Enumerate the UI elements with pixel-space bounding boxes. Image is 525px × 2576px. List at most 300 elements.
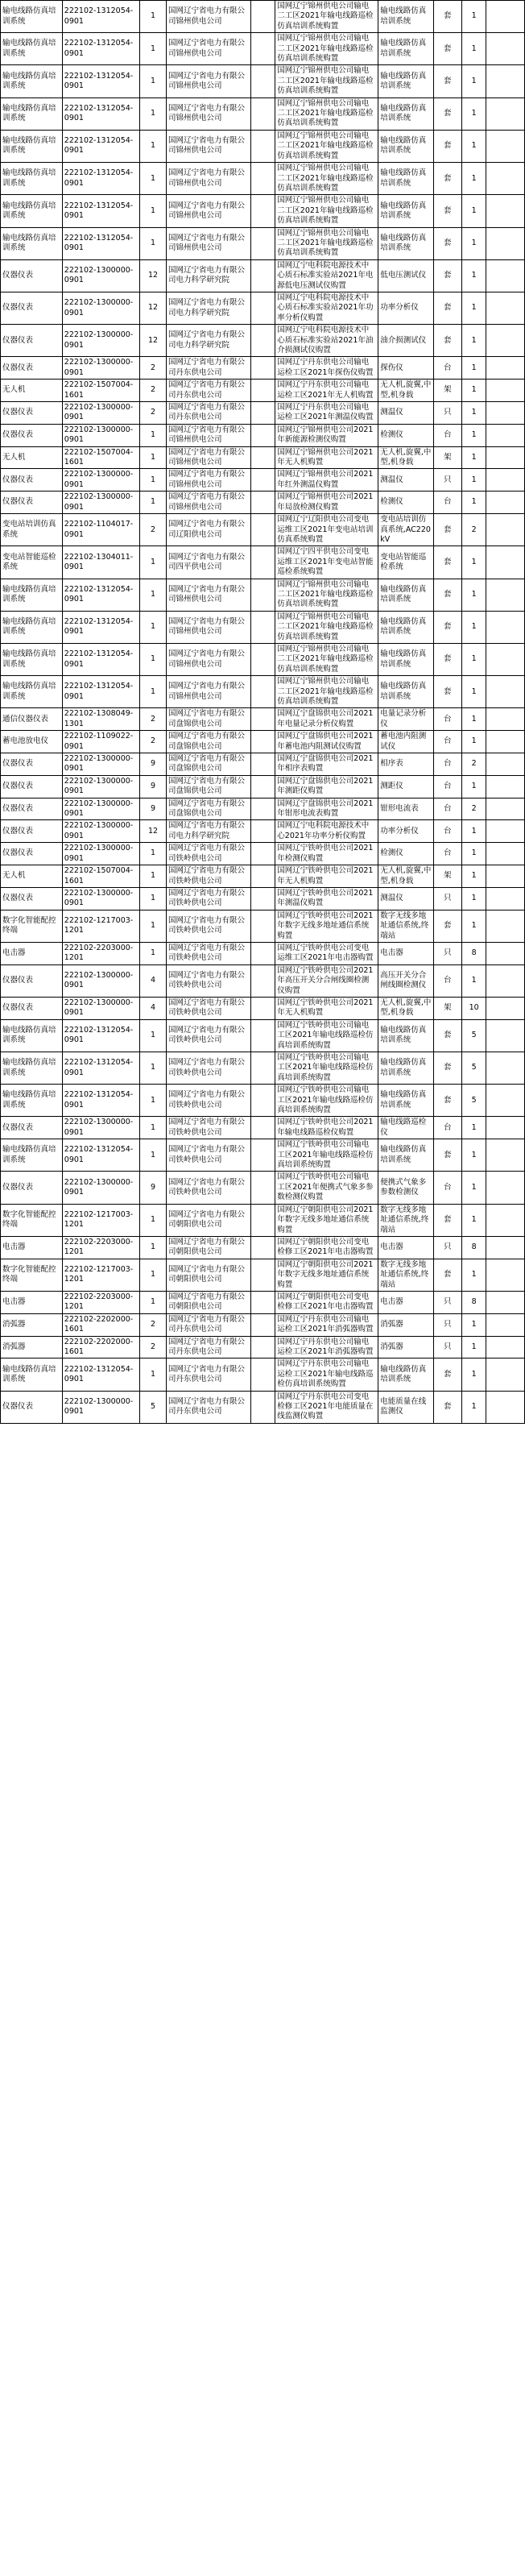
unit-cell: 套 — [433, 514, 461, 546]
extra-cell — [486, 611, 525, 643]
unit-cell: 台 — [433, 708, 461, 731]
batch-number-cell: 1 — [140, 424, 167, 446]
material-code-cell: 222102-1300000-0901 — [62, 753, 139, 776]
table-row — [1, 1139, 525, 1172]
buyer-unit-cell: 国网辽宁省电力有限公司铁岭供电公司 — [167, 964, 251, 997]
project-name-cell: 国网辽宁锦州供电公司输电二工区2021年输电线路巡检仿真培训系统购置 — [275, 130, 378, 162]
project-name-cell: 国网辽宁丹东供电公司输电运检工区2021年消弧器购置 — [275, 1313, 378, 1336]
sub-number-cell — [250, 843, 275, 865]
sub-number-cell — [250, 446, 275, 469]
quantity-cell: 8 — [461, 1236, 486, 1259]
goods-description-cell: 无人机,旋翼,中型,机身载 — [378, 865, 433, 888]
project-name-cell: 国网辽宁电科院电源技术中心2021年功率分析仪购置 — [275, 820, 378, 843]
item-name-cell: 仪器仪表 — [1, 402, 63, 425]
quantity-cell: 1 — [461, 1391, 486, 1423]
goods-description-cell: 输电线路仿真培训系统 — [378, 1085, 433, 1117]
project-name-cell: 国网辽宁丹东供电公司输电运检工区2021年无人机购置 — [275, 380, 378, 402]
quantity-cell: 1 — [461, 820, 486, 843]
item-name-cell: 数字化智能配控终端 — [1, 1204, 63, 1236]
item-name-cell: 无人机 — [1, 446, 63, 469]
table-row — [1, 887, 525, 910]
sub-number-cell — [250, 643, 275, 675]
material-code-cell: 222102-1312054-0901 — [62, 65, 139, 97]
extra-cell — [486, 163, 525, 195]
buyer-unit-cell: 国网辽宁省电力有限公司丹东供电公司 — [167, 357, 251, 380]
extra-cell — [486, 1, 525, 33]
material-code-cell: 222102-2202000-1601 — [62, 1336, 139, 1359]
item-name-cell: 仪器仪表 — [1, 1172, 63, 1204]
extra-cell — [486, 731, 525, 753]
sub-number-cell — [250, 731, 275, 753]
buyer-unit-cell: 国网辽宁省电力有限公司锦州供电公司 — [167, 130, 251, 162]
sub-number-cell — [250, 865, 275, 888]
unit-cell: 套 — [433, 1359, 461, 1391]
batch-number-cell: 5 — [140, 1391, 167, 1423]
goods-description-cell: 输电线路仿真培训系统 — [378, 1139, 433, 1172]
extra-cell — [486, 1172, 525, 1204]
goods-description-cell: 检测仪 — [378, 492, 433, 514]
material-code-cell: 222102-1300000-0901 — [62, 1391, 139, 1423]
item-name-cell: 电击器 — [1, 1291, 63, 1313]
quantity-cell: 5 — [461, 1052, 486, 1085]
batch-number-cell: 1 — [140, 1236, 167, 1259]
buyer-unit-cell: 国网辽宁省电力有限公司铁岭供电公司 — [167, 865, 251, 888]
sub-number-cell — [250, 380, 275, 402]
buyer-unit-cell: 国网辽宁省电力有限公司锦州供电公司 — [167, 97, 251, 130]
table-row — [1, 357, 525, 380]
item-name-cell: 仪器仪表 — [1, 887, 63, 910]
batch-number-cell: 1 — [140, 546, 167, 579]
batch-number-cell: 1 — [140, 1019, 167, 1052]
extra-cell — [486, 97, 525, 130]
material-code-cell: 222102-1300000-0901 — [62, 887, 139, 910]
sub-number-cell — [250, 97, 275, 130]
buyer-unit-cell: 国网辽宁省电力有限公司锦州供电公司 — [167, 469, 251, 492]
unit-cell: 台 — [433, 1117, 461, 1139]
sub-number-cell — [250, 514, 275, 546]
item-name-cell: 输电线路仿真培训系统 — [1, 611, 63, 643]
project-name-cell: 国网辽宁铁岭供电公司2021年无人机购置 — [275, 997, 378, 1019]
table-row — [1, 1, 525, 33]
sub-number-cell — [250, 708, 275, 731]
quantity-cell: 1 — [461, 1139, 486, 1172]
sub-number-cell — [250, 1291, 275, 1313]
batch-number-cell: 4 — [140, 964, 167, 997]
batch-number-cell: 9 — [140, 775, 167, 798]
quantity-cell: 1 — [461, 130, 486, 162]
goods-description-cell: 电击器 — [378, 1236, 433, 1259]
sub-number-cell — [250, 1, 275, 33]
batch-number-cell: 1 — [140, 910, 167, 942]
batch-number-cell: 1 — [140, 65, 167, 97]
item-name-cell: 输电线路仿真培训系统 — [1, 97, 63, 130]
sub-number-cell — [250, 546, 275, 579]
sub-number-cell — [250, 1204, 275, 1236]
table-row — [1, 469, 525, 492]
goods-description-cell: 输电线路仿真培训系统 — [378, 676, 433, 708]
table-row — [1, 708, 525, 731]
item-name-cell: 电击器 — [1, 1236, 63, 1259]
item-name-cell: 输电线路仿真培训系统 — [1, 676, 63, 708]
project-name-cell: 国网辽宁锦州供电公司2021年红外测温仪购置 — [275, 469, 378, 492]
batch-number-cell: 1 — [140, 130, 167, 162]
quantity-cell: 1 — [461, 357, 486, 380]
batch-number-cell: 9 — [140, 1172, 167, 1204]
project-name-cell: 国网辽宁朝阳供电公司变电检修工区2021年电击器购置 — [275, 1236, 378, 1259]
goods-description-cell: 输电线路仿真培训系统 — [378, 611, 433, 643]
material-code-cell: 222102-1300000-0901 — [62, 424, 139, 446]
table-row — [1, 163, 525, 195]
goods-description-cell: 数字无线多地址通信系统,终端站 — [378, 1204, 433, 1236]
sub-number-cell — [250, 292, 275, 324]
buyer-unit-cell: 国网辽宁省电力有限公司盘锦供电公司 — [167, 731, 251, 753]
extra-cell — [486, 1313, 525, 1336]
table-row — [1, 910, 525, 942]
project-name-cell: 国网辽宁铁岭供电公司2021年数字无线多地址通信系统购置 — [275, 910, 378, 942]
goods-description-cell: 电击器 — [378, 942, 433, 964]
material-code-cell: 222102-1312054-0901 — [62, 1085, 139, 1117]
batch-number-cell: 1 — [140, 163, 167, 195]
table-row — [1, 997, 525, 1019]
sub-number-cell — [250, 325, 275, 357]
material-code-cell: 222102-1300000-0901 — [62, 964, 139, 997]
batch-number-cell: 2 — [140, 402, 167, 425]
table-row — [1, 424, 525, 446]
material-code-cell: 222102-1300000-0901 — [62, 775, 139, 798]
quantity-cell: 2 — [461, 753, 486, 776]
table-row — [1, 1117, 525, 1139]
project-name-cell: 国网辽宁铁岭供电公司输电工区2021年便携式气象多参数检测仪购置 — [275, 1172, 378, 1204]
project-name-cell: 国网辽宁锦州供电公司输电二工区2021年输电线路巡检仿真培训系统购置 — [275, 579, 378, 611]
goods-description-cell: 低电压测试仪 — [378, 259, 433, 292]
sub-number-cell — [250, 1139, 275, 1172]
project-name-cell: 国网辽宁锦州供电公司输电二工区2021年输电线路巡检仿真培训系统购置 — [275, 643, 378, 675]
extra-cell — [486, 130, 525, 162]
table-row — [1, 227, 525, 259]
goods-description-cell: 变电站智能巡检系统 — [378, 546, 433, 579]
quantity-cell: 1 — [461, 843, 486, 865]
batch-number-cell: 12 — [140, 292, 167, 324]
unit-cell: 台 — [433, 753, 461, 776]
item-name-cell: 输电线路仿真培训系统 — [1, 227, 63, 259]
table-row — [1, 942, 525, 964]
quantity-cell: 1 — [461, 775, 486, 798]
project-name-cell: 国网辽宁丹东供电公司变电检修工区2021年电能质量在线监测仪购置 — [275, 1391, 378, 1423]
material-code-cell: 222102-1304011-0901 — [62, 546, 139, 579]
buyer-unit-cell: 国网辽宁省电力有限公司铁岭供电公司 — [167, 1172, 251, 1204]
goods-description-cell: 输电线路仿真培训系统 — [378, 195, 433, 227]
unit-cell: 架 — [433, 380, 461, 402]
buyer-unit-cell: 国网辽宁省电力有限公司锦州供电公司 — [167, 33, 251, 65]
item-name-cell: 仪器仪表 — [1, 424, 63, 446]
sub-number-cell — [250, 492, 275, 514]
goods-description-cell: 钳形电流表 — [378, 798, 433, 820]
unit-cell: 台 — [433, 424, 461, 446]
batch-number-cell: 1 — [140, 1085, 167, 1117]
buyer-unit-cell: 国网辽宁省电力有限公司铁岭供电公司 — [167, 887, 251, 910]
table-row — [1, 579, 525, 611]
material-code-cell: 222102-1300000-0901 — [62, 325, 139, 357]
extra-cell — [486, 1117, 525, 1139]
batch-number-cell: 1 — [140, 643, 167, 675]
table-body — [1, 1, 525, 1424]
item-name-cell: 输电线路仿真培训系统 — [1, 1019, 63, 1052]
buyer-unit-cell: 国网辽宁省电力有限公司盘锦供电公司 — [167, 753, 251, 776]
goods-description-cell: 便携式气象多参数检测仪 — [378, 1172, 433, 1204]
material-code-cell: 222102-1312054-0901 — [62, 643, 139, 675]
table-row — [1, 676, 525, 708]
batch-number-cell: 1 — [140, 1139, 167, 1172]
quantity-cell: 10 — [461, 997, 486, 1019]
extra-cell — [486, 643, 525, 675]
goods-description-cell: 油介损测试仪 — [378, 325, 433, 357]
quantity-cell: 1 — [461, 227, 486, 259]
quantity-cell: 1 — [461, 469, 486, 492]
material-code-cell: 222102-1312054-0901 — [62, 579, 139, 611]
quantity-cell: 1 — [461, 865, 486, 888]
extra-cell — [486, 227, 525, 259]
extra-cell — [486, 910, 525, 942]
quantity-cell: 1 — [461, 1336, 486, 1359]
batch-number-cell: 1 — [140, 227, 167, 259]
table-row — [1, 65, 525, 97]
buyer-unit-cell: 国网辽宁省电力有限公司锦州供电公司 — [167, 611, 251, 643]
item-name-cell: 仪器仪表 — [1, 964, 63, 997]
batch-number-cell: 1 — [140, 865, 167, 888]
unit-cell: 台 — [433, 1172, 461, 1204]
goods-description-cell: 电击器 — [378, 1291, 433, 1313]
project-name-cell: 国网辽宁电科院电源技术中心质石标准实验站2021年油介损测试仪购置 — [275, 325, 378, 357]
sub-number-cell — [250, 798, 275, 820]
material-code-cell: 222102-1312054-0901 — [62, 195, 139, 227]
table-row — [1, 546, 525, 579]
material-code-cell: 222102-1217003-1201 — [62, 910, 139, 942]
unit-cell: 套 — [433, 227, 461, 259]
item-name-cell: 数字化智能配控终端 — [1, 1259, 63, 1291]
goods-description-cell: 测温仪 — [378, 469, 433, 492]
unit-cell: 套 — [433, 611, 461, 643]
batch-number-cell: 1 — [140, 492, 167, 514]
item-name-cell: 输电线路仿真培训系统 — [1, 65, 63, 97]
unit-cell: 只 — [433, 469, 461, 492]
unit-cell: 台 — [433, 798, 461, 820]
material-code-cell: 222102-1300000-0901 — [62, 469, 139, 492]
sub-number-cell — [250, 402, 275, 425]
batch-number-cell: 2 — [140, 731, 167, 753]
unit-cell: 只 — [433, 402, 461, 425]
quantity-cell: 1 — [461, 887, 486, 910]
batch-number-cell: 2 — [140, 1313, 167, 1336]
buyer-unit-cell: 国网辽宁省电力有限公司铁岭供电公司 — [167, 1019, 251, 1052]
batch-number-cell: 2 — [140, 357, 167, 380]
buyer-unit-cell: 国网辽宁省电力有限公司锦州供电公司 — [167, 163, 251, 195]
buyer-unit-cell: 国网辽宁省电力有限公司电力科学研究院 — [167, 820, 251, 843]
project-name-cell: 国网辽宁锦州供电公司2021年局放检测仪购置 — [275, 492, 378, 514]
project-name-cell: 国网辽宁丹东供电公司输电运检工区2021年探伤仪购置 — [275, 357, 378, 380]
quantity-cell: 1 — [461, 611, 486, 643]
table-row — [1, 130, 525, 162]
buyer-unit-cell: 国网辽宁省电力有限公司朝阳供电公司 — [167, 1291, 251, 1313]
buyer-unit-cell: 国网辽宁省电力有限公司铁岭供电公司 — [167, 942, 251, 964]
material-code-cell: 222102-1308049-1301 — [62, 708, 139, 731]
sub-number-cell — [250, 579, 275, 611]
sub-number-cell — [250, 1313, 275, 1336]
goods-description-cell: 输电线路仿真培训系统 — [378, 163, 433, 195]
quantity-cell: 1 — [461, 492, 486, 514]
material-code-cell: 222102-1300000-0901 — [62, 259, 139, 292]
extra-cell — [486, 1291, 525, 1313]
batch-number-cell: 12 — [140, 820, 167, 843]
extra-cell — [486, 259, 525, 292]
extra-cell — [486, 446, 525, 469]
project-name-cell: 国网辽宁盘锦供电公司2021年测距仪购置 — [275, 775, 378, 798]
unit-cell: 套 — [433, 130, 461, 162]
buyer-unit-cell: 国网辽宁省电力有限公司锦州供电公司 — [167, 424, 251, 446]
project-name-cell: 国网辽宁电科院电源技术中心质石标准实验站2021年功率分析仪购置 — [275, 292, 378, 324]
extra-cell — [486, 492, 525, 514]
project-name-cell: 国网辽宁铁岭供电公司2021年输电线路巡检仪购置 — [275, 1117, 378, 1139]
quantity-cell: 1 — [461, 424, 486, 446]
unit-cell: 套 — [433, 163, 461, 195]
item-name-cell: 仪器仪表 — [1, 492, 63, 514]
item-name-cell: 仪器仪表 — [1, 798, 63, 820]
quantity-cell: 1 — [461, 546, 486, 579]
table-row — [1, 514, 525, 546]
quantity-cell: 1 — [461, 1313, 486, 1336]
material-code-cell: 222102-1312054-0901 — [62, 676, 139, 708]
goods-description-cell: 输电线路仿真培训系统 — [378, 1, 433, 33]
extra-cell — [486, 753, 525, 776]
item-name-cell: 输电线路仿真培训系统 — [1, 1085, 63, 1117]
item-name-cell: 仪器仪表 — [1, 820, 63, 843]
material-code-cell: 222102-1312054-0901 — [62, 611, 139, 643]
item-name-cell: 仪器仪表 — [1, 843, 63, 865]
goods-description-cell: 相序表 — [378, 753, 433, 776]
unit-cell: 台 — [433, 775, 461, 798]
sub-number-cell — [250, 1172, 275, 1204]
quantity-cell: 1 — [461, 195, 486, 227]
batch-number-cell: 1 — [140, 1, 167, 33]
extra-cell — [486, 579, 525, 611]
buyer-unit-cell: 国网辽宁省电力有限公司四平供电公司 — [167, 546, 251, 579]
batch-number-cell: 1 — [140, 611, 167, 643]
material-code-cell: 222102-1300000-0901 — [62, 1117, 139, 1139]
project-name-cell: 国网辽宁铁岭供电公司输电工区2021年输电线路巡检仿真培训系统购置 — [275, 1019, 378, 1052]
table-row — [1, 1391, 525, 1423]
extra-cell — [486, 514, 525, 546]
buyer-unit-cell: 国网辽宁省电力有限公司锦州供电公司 — [167, 643, 251, 675]
batch-number-cell: 1 — [140, 887, 167, 910]
quantity-cell: 1 — [461, 579, 486, 611]
quantity-cell: 1 — [461, 1, 486, 33]
quantity-cell: 1 — [461, 292, 486, 324]
item-name-cell: 无人机 — [1, 865, 63, 888]
sub-number-cell — [250, 1236, 275, 1259]
material-code-cell: 222102-1312054-0901 — [62, 1019, 139, 1052]
batch-number-cell: 1 — [140, 579, 167, 611]
project-name-cell: 国网辽宁锦州供电公司2021年新能源检测仪购置 — [275, 424, 378, 446]
goods-description-cell: 电能质量在线监测仪 — [378, 1391, 433, 1423]
goods-description-cell: 高压开关分合闸线圈检测仪 — [378, 964, 433, 997]
project-name-cell: 国网辽宁铁岭供电公司2021年检测仪购置 — [275, 843, 378, 865]
table-row — [1, 1172, 525, 1204]
buyer-unit-cell: 国网辽宁省电力有限公司丹东供电公司 — [167, 1313, 251, 1336]
item-name-cell: 输电线路仿真培训系统 — [1, 1052, 63, 1085]
table-row — [1, 1336, 525, 1359]
item-name-cell: 仪器仪表 — [1, 753, 63, 776]
material-code-cell: 222102-1217003-1201 — [62, 1259, 139, 1291]
quantity-cell: 1 — [461, 380, 486, 402]
extra-cell — [486, 887, 525, 910]
item-name-cell: 电击器 — [1, 942, 63, 964]
batch-number-cell: 1 — [140, 1204, 167, 1236]
table-row — [1, 446, 525, 469]
extra-cell — [486, 1204, 525, 1236]
project-name-cell: 国网辽宁朝阳供电公司变电检修工区2021年电击器购置 — [275, 1291, 378, 1313]
unit-cell: 套 — [433, 579, 461, 611]
table-row — [1, 1052, 525, 1085]
batch-number-cell: 2 — [140, 708, 167, 731]
sub-number-cell — [250, 163, 275, 195]
material-code-cell: 222102-1312054-0901 — [62, 97, 139, 130]
material-code-cell: 222102-1109022-0901 — [62, 731, 139, 753]
project-name-cell: 国网辽宁铁岭供电公司2021年测温仪购置 — [275, 887, 378, 910]
material-code-cell: 222102-1507004-1601 — [62, 380, 139, 402]
batch-number-cell: 12 — [140, 325, 167, 357]
quantity-cell: 1 — [461, 910, 486, 942]
item-name-cell: 输电线路仿真培训系统 — [1, 33, 63, 65]
sub-number-cell — [250, 676, 275, 708]
item-name-cell: 仪器仪表 — [1, 259, 63, 292]
extra-cell — [486, 1336, 525, 1359]
batch-number-cell: 1 — [140, 843, 167, 865]
table-row — [1, 1359, 525, 1391]
buyer-unit-cell: 国网辽宁省电力有限公司朝阳供电公司 — [167, 1259, 251, 1291]
batch-number-cell: 1 — [140, 942, 167, 964]
material-code-cell: 222102-1312054-0901 — [62, 1, 139, 33]
item-name-cell: 输电线路仿真培训系统 — [1, 1359, 63, 1391]
item-name-cell: 变电站培训仿真系统 — [1, 514, 63, 546]
unit-cell: 套 — [433, 97, 461, 130]
sub-number-cell — [250, 1336, 275, 1359]
project-name-cell: 国网辽宁辽阳供电公司变电运维工区2021年变电站培训仿真系统购置 — [275, 514, 378, 546]
sub-number-cell — [250, 65, 275, 97]
buyer-unit-cell: 国网辽宁省电力有限公司朝阳供电公司 — [167, 1236, 251, 1259]
item-name-cell: 仪器仪表 — [1, 325, 63, 357]
goods-description-cell: 变电站培训仿真系统,AC220kV — [378, 514, 433, 546]
quantity-cell: 1 — [461, 1204, 486, 1236]
item-name-cell: 消弧器 — [1, 1336, 63, 1359]
table-row — [1, 1291, 525, 1313]
item-name-cell: 通信仪器仪表 — [1, 708, 63, 731]
extra-cell — [486, 1052, 525, 1085]
table-row — [1, 731, 525, 753]
batch-number-cell: 1 — [140, 469, 167, 492]
goods-description-cell: 输电线路仿真培训系统 — [378, 130, 433, 162]
extra-cell — [486, 1259, 525, 1291]
unit-cell: 只 — [433, 887, 461, 910]
unit-cell: 只 — [433, 1291, 461, 1313]
extra-cell — [486, 65, 525, 97]
buyer-unit-cell: 国网辽宁省电力有限公司铁岭供电公司 — [167, 1117, 251, 1139]
extra-cell — [486, 798, 525, 820]
project-name-cell: 国网辽宁铁岭供电公司输电工区2021年输电线路巡检仿真培训系统购置 — [275, 1085, 378, 1117]
unit-cell: 台 — [433, 964, 461, 997]
unit-cell: 架 — [433, 865, 461, 888]
extra-cell — [486, 1236, 525, 1259]
goods-description-cell: 探伤仪 — [378, 357, 433, 380]
table-row — [1, 964, 525, 997]
